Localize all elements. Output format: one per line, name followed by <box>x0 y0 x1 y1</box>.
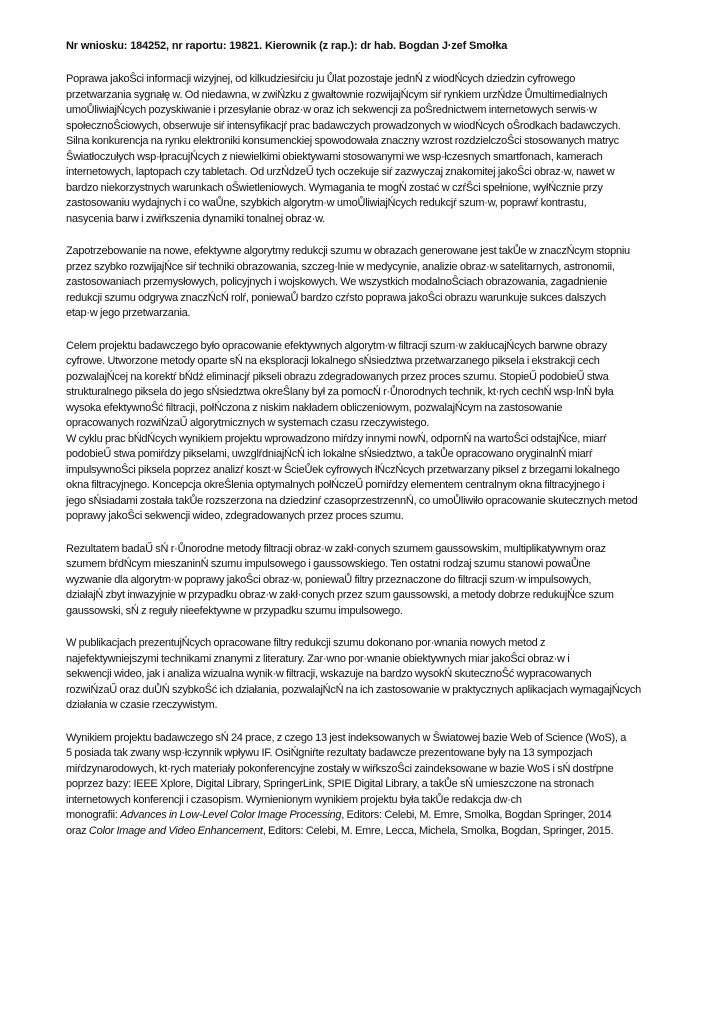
text-segment: działajŃ zbyt inwazyjnie w przypadku obraz·w zakł·conych przez szum gaussowski, a metody dobrze redukujŃce szum <box>66 589 614 601</box>
text-segment: jego sŃsiadami została takŮe rozszerzona na dziedzinŕ czasoprzestrzennŃ, co umoŮliwiło opracowanie skutecznych metod <box>66 494 638 507</box>
text-line <box>66 777 666 793</box>
text-line <box>66 354 666 370</box>
text-segment: bardzo niekorzystnych warunkach oŜwietleniowych. Wymagania te mogŃ zostać w czŕŜci spełnione, wyłŃcznie przy <box>66 181 603 194</box>
text-line <box>66 260 666 276</box>
text-line <box>66 762 666 778</box>
text-line <box>66 824 666 840</box>
text-line <box>66 652 666 668</box>
text-line <box>66 244 666 260</box>
book-title: Advances in Low-Level Color Image Processing <box>120 809 342 821</box>
text-segment: W cyklu prac bŃdŃcych wynikiem projektu wprowadzono miŕdzy innymi nowŃ, odpornŃ na wartoŜci odstajŃce, miarŕ <box>66 432 607 445</box>
text-line <box>66 306 666 322</box>
text-segment: działania w czasie rzeczywistym. <box>66 699 218 711</box>
text-segment: wysoka efektywnoŜć filtracji, połŃczona z niskim nakładem obliczeniowym, pozwalajŃcym na zastosowanie <box>66 401 563 414</box>
text-segment: Poprawa jakoŜci informacji wizyjnej, od kilkudziesiŕciu ju Ůlat pozostaje jednŃ z wiodŃcych dziedzin cyfrowego <box>66 73 576 85</box>
text-segment: wyzwanie dla algorytm·w poprawy jakoŜci obraz·w, poniewaŮ filtry przeznaczone do filtracji szum·w impulsowych, <box>66 573 592 586</box>
text-line <box>66 509 666 525</box>
text-segment: zastosowaniu wydajnych i co waŮne, szybkich algorytm·w umoŮliwiajŃcych redukcjŕ szum·w, poprawŕ kontrastu, <box>66 197 587 209</box>
text-segment: okna filtracyjnego. Koncepcja okreŜlenia optymalnych połŃczeŰ pomiŕdzy elementem centralnym okna filtracyjnego i <box>66 479 605 491</box>
text-segment: gaussowski, sŃ z reguły nieefektywne w przypadku szumu impulsowego. <box>66 604 403 617</box>
text-segment: Celem projektu badawczego było opracowanie efektywnych algorytm·w filtracji szum·w zakłucajŃcych barwne obrazy <box>66 339 607 352</box>
text-line <box>66 212 666 228</box>
text-segment: etap·w jego przetwarzania. <box>66 307 191 319</box>
text-line <box>66 478 666 494</box>
text-segment: Silna konkurencja na rynku elektroniki konsumenckiej spowodowała znaczny wzrost rozdzielczoŜci stosowanych matryc <box>66 135 619 147</box>
text-line <box>66 103 666 119</box>
text-segment: internetowych konferencji i czasopism. Wymienionym wynikiem projektu była takŮe redakcja dw·ch <box>66 793 522 806</box>
text-segment: Wynikiem projektu badawczego sŃ 24 prace, z czego 13 jest indeksowanych w Ŝwiatowej bazie Web of Science (WoS), a <box>66 731 627 744</box>
text-line <box>66 542 666 558</box>
text-segment: 5 posiada tak zwany wsp·łczynnik wpływu IF. OsiŃgniŕte rezultaty badawcze prezentowane były na 13 sympozjach <box>66 747 593 759</box>
text-segment: zastosowaniach przemysłowych, policyjnych i wojskowych. We wszystkich modalnoŜciach obrazowania, zagadnienie <box>66 276 608 288</box>
text-segment: pozwalajŃcej na korektŕ bŃdź eliminacjŕ pikseli obrazu zdegradowanych przez proces szumu. StopieŰ podobieŰ stwa <box>66 370 609 383</box>
text-segment: umoŮliwiajŃcych pozyskiwanie i przesyłanie obraz·w oraz ich sekwencji za poŜrednictwem internetowych serwis·w <box>66 104 597 116</box>
paragraph <box>66 731 666 840</box>
text-segment: poprzez bazy: IEEE Xplore, Digital Library, SpringerLink, SPIE Digital Library, a takŮe sŃ umieszczone na stronach <box>66 778 594 790</box>
text-segment: W publikacjach prezentujŃcych opracowane filtry redukcji szumu dokonano por·wnania nowych metod z <box>66 637 546 649</box>
text-segment: , Editors: Celebi, M. Emre, Lecca, Michela, Smolka, Bogdan, Springer, 2015. <box>262 824 614 837</box>
text-line <box>66 588 666 604</box>
text-line <box>66 432 666 448</box>
text-segment: społecznoŜciowych, obserwuje siŕ intensyfikacjŕ prac badawczych prowadzonych w wiodŃcych oŜrodkach badawczych. <box>66 119 621 132</box>
text-segment: strukturalnego piksela do jego sŃsiedztwa okreŜlany był za pomocŃ r·Ůnorodnych technik, kt·rych cechŃ wsp·lnŃ była <box>66 386 614 398</box>
text-segment: internetowych, laptopach czy tabletach. Od urzŃdzeŰ tych oczekuje siŕ zazwyczaj znakomitej jakoŜci obraz·w, nawet w <box>66 166 615 178</box>
text-segment: szumem bŕdŃcym mieszaninŃ szumu impulsowego i gaussowskiego. Ten ostatni rodzaj szumu stanowi powaŮne <box>66 558 591 570</box>
text-segment: Ŝwiatłoczułych wsp·łpracujŃcych z niewielkimi obiektywami stosowanymi we wsp·łczesnych smartfonach, kamerach <box>66 150 603 163</box>
text-line <box>66 165 666 181</box>
text-line <box>66 88 666 104</box>
text-segment: Rezultatem badaŰ sŃ r·Ůnorodne metody filtracji obraz·w zakł·conych szumem gaussowskim, multiplikatywnym oraz <box>66 542 606 555</box>
paragraph <box>66 72 666 227</box>
text-line <box>66 683 666 699</box>
report-body <box>66 72 666 856</box>
text-line <box>66 494 666 510</box>
text-line <box>66 808 666 824</box>
text-segment: przez szybko rozwijajŃce siŕ techniki obrazowania, szczeg·lnie w medycynie, analizie obraz·w satelitarnych, astronomii, <box>66 260 615 273</box>
text-segment: sekwencji wideo, jak i analiza wizualna wynik·w filtracji, wskazuje na bardzo wysokŃ skutecznoŜć wypracowanych <box>66 668 592 680</box>
text-line <box>66 793 666 809</box>
text-segment: monografii: <box>66 809 121 821</box>
text-segment: przetwarzania sygnałę w. Od niedawna, w zwiŃzku z gwałtownie rozwijajŃcym siŕ rynkiem urzŃdze Ůmultimedialnych <box>66 88 608 101</box>
text-segment: redukcji szumu odgrywa znaczŃcŃ rolŕ, poniewaŮ bardzo czŕsto poprawa jakoŜci obrazu warunkuje sukces dalszych <box>66 291 606 304</box>
book-title: Color Image and Video Enhancement <box>88 824 263 837</box>
text-segment: podobieŰ stwa pomiŕdzy pikselami, uwzglŕdniajŃcŃ ich lokalne sŃsiedztwo, a takŮe opracowano oryginalnŃ miarŕ <box>66 448 593 460</box>
text-line <box>66 385 666 401</box>
paragraph <box>66 339 666 525</box>
text-line <box>66 339 666 355</box>
text-segment: poprawy jakoŜci sekwencji wideo, zdegradowanych przez proces szumu. <box>66 510 404 522</box>
text-line <box>66 150 666 166</box>
text-line <box>66 604 666 620</box>
text-line <box>66 370 666 386</box>
text-line <box>66 731 666 747</box>
text-line <box>66 401 666 417</box>
text-segment: najefektywniejszymi technikami znanymi z literatury. Zar·wno por·wnanie obiektywnych miar jakoŜci obraz·w i <box>66 652 570 665</box>
text-line <box>66 636 666 652</box>
text-line <box>66 463 666 479</box>
text-line <box>66 557 666 573</box>
text-segment: impulsywnoŜci piksela poprzez analizŕ koszt·w ŜcieŮek cyfrowych łŃczŃcych przetwarzany piksel z brzegami lokalnego <box>66 463 620 476</box>
text-segment: miŕdzynarodowych, kt·rych materiały pokonferencyjne zostały w wiŕkszoŜci zaindeksowane w bazie WoS i sŃ dostŕpne <box>66 762 614 775</box>
text-segment: opracowanych rozwiŃzaŰ algorytmicznych w systemach czasu rzeczywistego. <box>66 417 430 429</box>
report-header: Nr wniosku: 184252, nr raportu: 19821. Kierownik (z rap.): dr hab. Bogdan J·zef Smołka <box>66 40 508 52</box>
text-segment: nasycenia barw i zwiŕkszenia dynamiki tonalnej obraz·w. <box>66 212 325 225</box>
text-line <box>66 72 666 88</box>
text-line <box>66 275 666 291</box>
paragraph <box>66 542 666 620</box>
text-line <box>66 196 666 212</box>
text-line <box>66 119 666 135</box>
text-line <box>66 134 666 150</box>
text-line <box>66 746 666 762</box>
text-line <box>66 667 666 683</box>
text-segment: cyfrowe. Utworzone metody oparte sŃ na eksploracji lokalnego sŃsiedztwa przetwarzanego piksela i ekstrakcji cech <box>66 355 600 367</box>
text-segment: oraz <box>66 824 89 837</box>
paragraph <box>66 244 666 322</box>
text-segment: , Editors: Celebi, M. Emre, Smolka, Bogdan Springer, 2014 <box>341 809 612 821</box>
text-segment: Zapotrzebowanie na nowe, efektywne algorytmy redukcji szumu w obrazach generowane jest takŮe w znaczŃcym stopniu <box>66 245 630 257</box>
text-line <box>66 447 666 463</box>
text-line <box>66 181 666 197</box>
text-line <box>66 573 666 589</box>
text-line <box>66 291 666 307</box>
text-segment: rozwiŃzaŰ oraz duŮŃ szybkoŜć ich działania, pozwalajŃcŃ na ich zastosowanie w praktycznych aplikacjach wymagajŃcych <box>66 683 642 696</box>
text-line <box>66 416 666 432</box>
paragraph <box>66 636 666 714</box>
text-line <box>66 698 666 714</box>
